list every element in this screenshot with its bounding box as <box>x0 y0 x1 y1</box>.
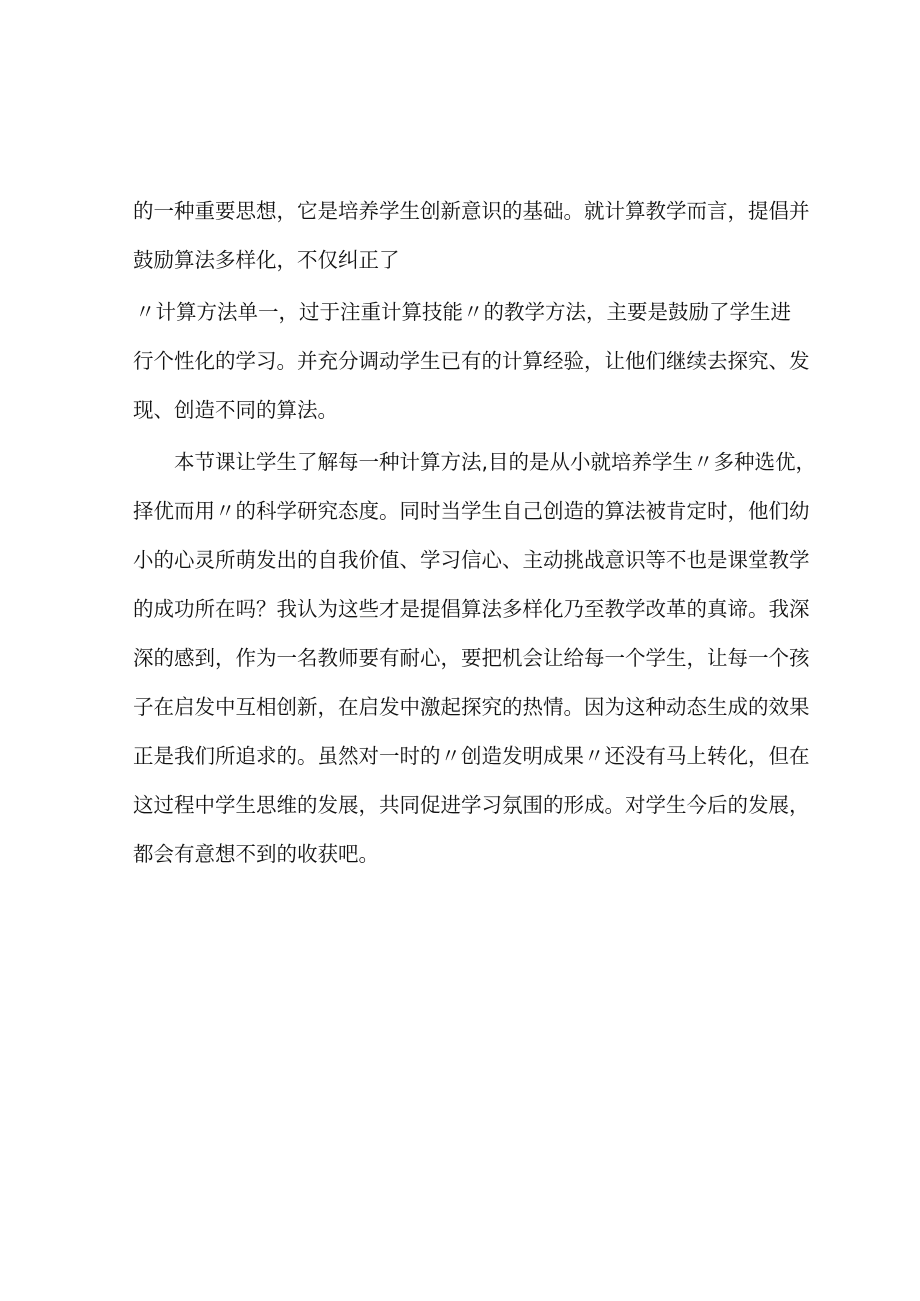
text-line-7: 择优而用〃的科学研究态度。同时当学生自己创造的算法被肯定时，他们幼 <box>133 499 810 523</box>
text-line-5: 现、创造不同的算法。 <box>133 398 338 422</box>
text-line-13: 这过程中学生思维的发展，共同促进学习氛围的形成。对学生今后的发展， <box>133 793 810 817</box>
text-line-10: 深的感到，作为一名教师要有耐心，要把机会让给每一个学生，让每一个孩 <box>133 646 810 670</box>
text-line-14: 都会有意想不到的收获吧。 <box>133 842 379 866</box>
text-line-2: 鼓励算法多样化，不仅纠正了 <box>133 248 400 272</box>
document-body <box>133 187 817 879</box>
text-line-1: 的一种重要思想，它是培养学生创新意识的基础。就计算教学而言，提倡并 <box>133 199 810 223</box>
text-line-3: 〃计算方法单一，过于注重计算技能〃的教学方法，主要是鼓励了学生进 <box>135 300 791 324</box>
text-line-4: 行个性化的学习。并充分调动学生已有的计算经验，让他们继续去探究、发 <box>133 349 810 373</box>
text-line-12: 正是我们所追求的。虽然对一时的〃创造发明成果〃还没有马上转化，但在 <box>133 744 810 768</box>
text-line-11: 子在启发中互相创新，在启发中激起探究的热情。因为这种动态生成的效果 <box>133 695 810 719</box>
text-line-8: 小的心灵所萌发出的自我价值、学习信心、主动挑战意识等不也是课堂教学 <box>133 548 810 572</box>
text-line-6: 本节课让学生了解每一种计算方法,目的是从小就培养学生〃多种选优， <box>174 450 817 474</box>
text-line-9: 的成功所在吗？我认为这些才是提倡算法多样化乃至教学改革的真谛。我深 <box>133 597 810 621</box>
